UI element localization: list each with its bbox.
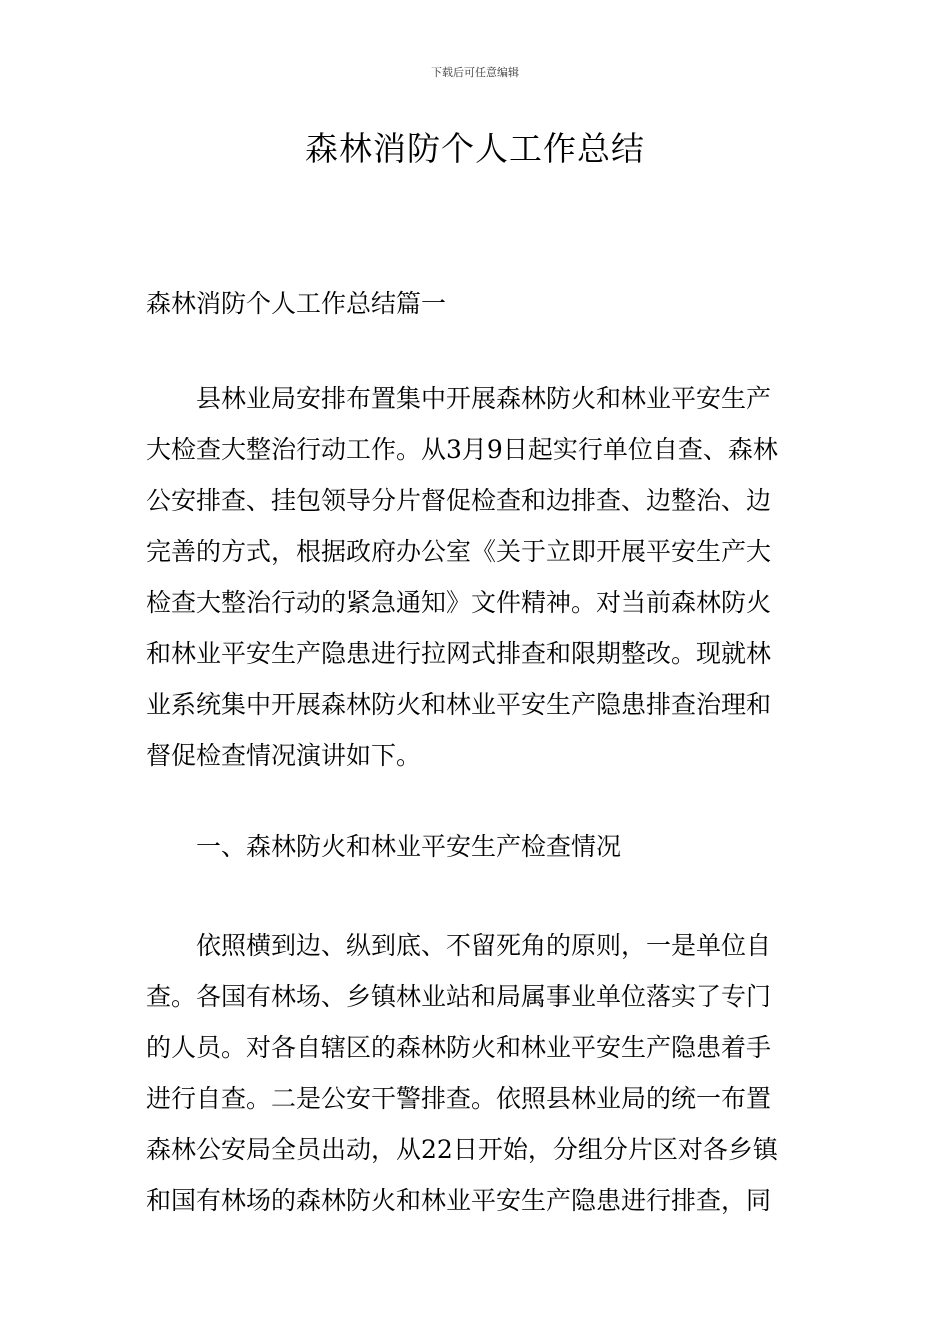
paragraph-line: 检查大整治行动的紧急通知》文件精神。对当前森林防火	[146, 588, 772, 617]
paragraph-1	[146, 373, 808, 781]
paragraph-line: 查。各国有林场、乡镇林业站和局属事业单位落实了专门	[146, 982, 772, 1011]
header-note: 下载后可任意编辑	[431, 66, 519, 79]
paragraph-line: 业系统集中开展森林防火和林业平安生产隐患排查治理和	[146, 690, 772, 719]
paragraph-line: 森林公安局全员出动，从22日开始，分组分片区对各乡镇	[146, 1135, 778, 1164]
paragraph-line: 公安排查、挂包领导分片督促检查和边排查、边整治、边	[146, 486, 772, 515]
paragraph-line: 大检查大整治行动工作。从3月9日起实行单位自查、森林	[146, 435, 778, 464]
paragraph-line: 的人员。对各自辖区的森林防火和林业平安生产隐患着手	[146, 1033, 772, 1062]
paragraph-line: 完善的方式，根据政府办公室《关于立即开展平安生产大	[146, 537, 772, 566]
paragraph-line: 依照横到边、纵到底、不留死角的原则，一是单位自	[196, 931, 772, 960]
document-title: 森林消防个人工作总结	[305, 129, 645, 168]
paragraph-line: 和国有林场的森林防火和林业平安生产隐患进行排查，同	[146, 1186, 772, 1215]
paragraph-line: 和林业平安生产隐患进行拉网式排查和限期整改。现就林	[146, 639, 772, 668]
paragraph-line: 县林业局安排布置集中开展森林防火和林业平安生产	[196, 384, 772, 413]
paragraph-line: 督促检查情况演讲如下。	[146, 741, 422, 770]
paragraph-2	[146, 920, 808, 1226]
paragraph-line: 进行自查。二是公安干警排查。依照县林业局的统一布置	[146, 1084, 772, 1113]
subheading: 森林消防个人工作总结篇一	[146, 289, 447, 318]
section-heading-1: 一、森林防火和林业平安生产检查情况	[196, 832, 622, 861]
